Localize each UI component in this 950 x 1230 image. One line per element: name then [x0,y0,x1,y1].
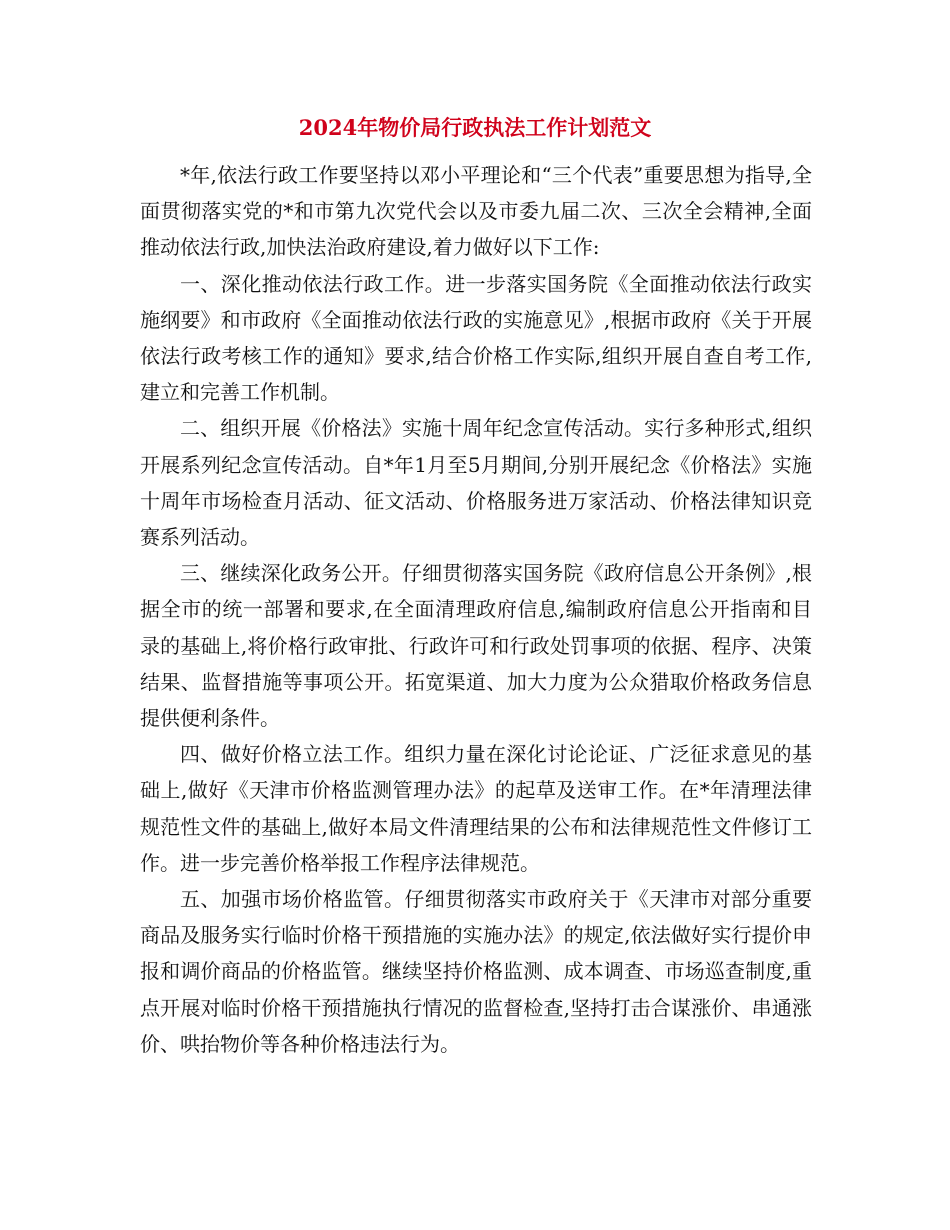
paragraph-section-1: 一、深化推动依法行政工作。进一步落实国务院《全面推动依法行政实施纲要》和市政府《全面推动依法行政的实施意见》,根据市政府《关于开展依法行政考核工作的通知》要求,结合价格工作实际,组织开展自查自考工作,建立和完善工作机制。 [140,271,812,405]
paragraph-section-3: 三、继续深化政务公开。仔细贯彻落实国务院《政府信息公开条例》,根据全市的统一部署和要求,在全面清理政府信息,编制政府信息公开指南和目录的基础上,将价格行政审批、行政许可和行政处罚事项的依据、程序、决策结果、监督措施等事项公开。拓宽渠道、加大力度为公众猎取价格政务信息提供便利条件。 [140,561,812,731]
paragraph-section-2: 二、组织开展《价格法》实施十周年纪念宣传活动。实行多种形式,组织开展系列纪念宣传活动。自*年1月至5月期间,分别开展纪念《价格法》实施十周年市场检查月活动、征文活动、价格服务进万家活动、价格法律知识竞赛系列活动。 [140,416,812,550]
paragraph-section-5: 五、加强市场价格监管。仔细贯彻落实市政府关于《天津市对部分重要商品及服务实行临时价格干预措施的实施办法》的规定,依法做好实行提价申报和调价商品的价格监管。继续坚持价格监测、成本调查、市场巡查制度,重点开展对临时价格干预措施执行情况的监督检查,坚持打击合谋涨价、串通涨价、哄抬物价等各种价格违法行为。 [140,887,812,1056]
document-body [140,157,812,1062]
paragraph-section-4: 四、做好价格立法工作。组织力量在深化讨论论证、广泛征求意见的基础上,做好《天津市价格监测管理办法》的起草及送审工作。在*年清理法律规范性文件的基础上,做好本局文件清理结果的公布和法律规范性文件修订工作。进一步完善价格举报工作程序法律规范。 [140,742,812,875]
paragraph-intro: *年,依法行政工作要坚持以邓小平理论和“三个代表”重要思想为指导,全面贯彻落实党的*和市第九次党代会以及市委九届二次、三次全会精神,全面推动依法行政,加快法治政府建设,着力做好以下工作: [140,163,812,260]
document-title: 2024年物价局行政执法工作计划范文 [298,115,652,140]
